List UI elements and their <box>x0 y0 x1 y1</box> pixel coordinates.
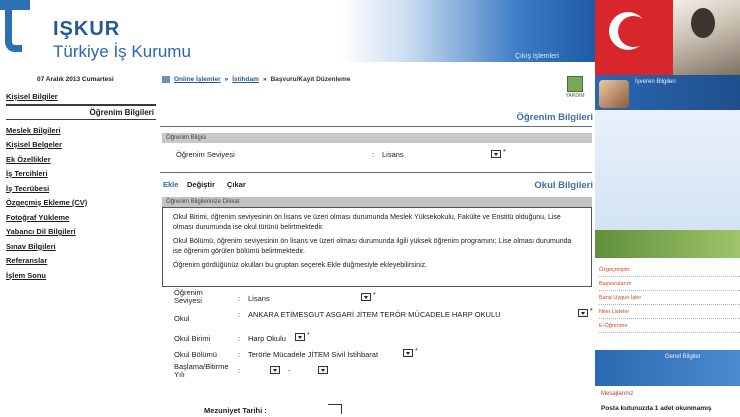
level-dropdown[interactable] <box>361 293 371 301</box>
sidebar-item-is-tercihleri[interactable]: İş Tercihleri <box>6 169 48 178</box>
sidebar-item-sinav-bilgileri[interactable]: Sınav Bilgileri <box>6 241 56 251</box>
header-logout-link[interactable]: Çıkış Işlemleri <box>515 53 559 60</box>
required-mark: * <box>590 308 593 315</box>
right-links <box>595 263 740 333</box>
level-value: Lisans <box>248 294 270 303</box>
remove-button[interactable]: Çıkar <box>227 180 246 189</box>
graduation-date-input[interactable] <box>328 404 342 414</box>
unit-value: Harp Okulu <box>248 334 286 343</box>
school-dropdown[interactable] <box>578 309 588 317</box>
right-sidebar <box>595 75 740 417</box>
sidebar-item-yabanci-dil[interactable]: Yabancı Dil Bilgileri <box>6 227 76 236</box>
department-label: Okul Bölümü <box>174 350 217 359</box>
help-icon-label: YARDIM <box>565 93 585 99</box>
level-label-line1: Öğrenim <box>174 288 203 297</box>
department-dropdown[interactable] <box>403 349 413 357</box>
section-title-ogrenim: Öğrenim Bilgisi <box>162 133 592 143</box>
right-link-ozgecmisim[interactable]: Özgeçmişim <box>599 263 740 277</box>
breadcrumb-separator: » <box>262 76 267 83</box>
sidebar-item-ozgecmis-ekleme[interactable]: Özgeçmiş Ekleme (CV) <box>6 198 88 207</box>
school-label: Okul <box>174 314 190 323</box>
green-banner <box>595 230 740 258</box>
department-value: Terörle Mücadele JİTEM Sivil İstihbarat <box>248 350 379 359</box>
site-header <box>0 0 740 75</box>
info-paragraph: Okul Bölümü, öğrenim seviyesinin ön lisans ve üzeri olması durumunda ilgili yüksek öğrenim programını; Lise olması durumunda ise öğrenim görülen bölümü belirtmektedir. <box>173 238 572 255</box>
sidebar-item-islem-sonu[interactable]: İşlem Sonu <box>6 270 47 280</box>
brand-title[interactable]: IŞKUR <box>53 18 121 40</box>
school-value: ANKARA ETİMESGUT ASGARİ JİTEM TERÖR MÜCADELE HARP OKULU <box>248 310 501 319</box>
breadcrumb-istihdam[interactable]: İstihdam <box>232 76 259 83</box>
home-icon[interactable] <box>162 76 170 83</box>
graduation-date-label: Mezuniyet Tarihi : <box>204 406 267 415</box>
sidebar-item-kisisel-belgeler[interactable]: Kişisel Belgeler <box>6 140 62 149</box>
right-link-e-ogrenme[interactable]: E-Öğrenme <box>599 319 740 333</box>
header-photo <box>595 0 740 75</box>
people-icon <box>599 80 629 108</box>
current-date: 07 Aralık 2013 Cumartesi <box>37 76 114 83</box>
sidebar-item-fotograf-yukleme[interactable]: Fotoğraf Yükleme <box>6 212 70 222</box>
sidebar-item-kisisel-bilgiler[interactable]: Kişisel Bilgiler <box>6 90 156 105</box>
required-mark: * <box>373 292 376 299</box>
education-level-dropdown[interactable] <box>491 150 501 158</box>
education-level-value: Lisans <box>382 150 404 159</box>
divider <box>160 126 592 127</box>
breadcrumb <box>162 76 350 83</box>
right-link-uygun-isler[interactable]: Bana Uygun İşler <box>599 291 740 305</box>
sidebar-item-ek-ozellikler[interactable]: Ek Özellikler <box>6 154 51 164</box>
education-level-label: Öğrenim Seviyesi <box>176 150 235 159</box>
help-icon[interactable] <box>561 76 589 100</box>
employer-panel-title: İşveren Bilgileri <box>635 79 676 85</box>
required-mark: * <box>503 149 506 156</box>
years-label-line2: Yılı <box>174 370 185 379</box>
brand-subtitle: Türkiye İş Kurumu <box>53 42 191 61</box>
required-mark: * <box>307 332 310 339</box>
divider <box>160 172 592 173</box>
messages-text: Posta kutunuzda 1 adet okunmamış <box>601 405 712 412</box>
sidebar-item-meslek-bilgileri[interactable]: Meslek Bilgileri <box>6 125 61 135</box>
unit-dropdown[interactable] <box>295 333 305 341</box>
breadcrumb-online-islemler[interactable]: Online İşlemler <box>174 76 221 83</box>
general-info-title: Genel Bilgiler <box>665 354 701 360</box>
school-info-heading: Okul Bilgileri <box>534 180 593 191</box>
info-header: Öğrenim Bilgilerinize Dikkat <box>162 197 592 207</box>
messages-title[interactable]: Mesajlarınız <box>601 391 634 397</box>
page-title: Öğrenim Bilgileri <box>516 112 593 123</box>
right-link-basvurularim[interactable]: Başvurularım <box>599 277 740 291</box>
level-label-line2: Seviyesi <box>174 296 202 305</box>
info-box <box>162 207 592 287</box>
employer-panel[interactable] <box>595 75 740 110</box>
sidebar-item-ogrenim-bilgileri[interactable]: Öğrenim Bilgileri <box>6 105 156 120</box>
general-info-panel[interactable] <box>595 350 740 386</box>
unit-label: Okul Birimi <box>174 334 211 343</box>
years-separator: - <box>288 366 291 375</box>
sidebar-item-referanslar[interactable]: Referanslar <box>6 256 48 265</box>
sidebar-item-is-tecrubesi[interactable]: İş Tecrübesi <box>6 183 50 193</box>
required-mark: * <box>415 348 418 355</box>
info-paragraph: Öğrenim gördüğünüz okulları bu gruptan seçerek Ekle düğmesiyle ekleyebilirsiniz. <box>173 262 428 269</box>
sidebar-nav <box>6 90 156 283</box>
add-button[interactable]: Ekle <box>163 180 179 189</box>
end-year-dropdown[interactable] <box>318 366 328 374</box>
years-label-line1: Başlama/Bitirme <box>174 362 229 371</box>
breadcrumb-current: Başvuru/Kayıt Düzenleme <box>270 76 351 83</box>
start-year-dropdown[interactable] <box>270 366 280 374</box>
edit-button[interactable]: Değiştir <box>187 180 215 189</box>
breadcrumb-separator: » <box>224 76 229 83</box>
info-paragraph: Okul Birimi, öğrenim seviyesinin ön lisans ve üzeri olması durumunda Meslek Yüksekokulu, Fakülte ve Enstitü olduğunu, Lise olması durumunda ise okul türünü belirtmektedir. <box>173 214 561 231</box>
right-link-nitel-listeler[interactable]: Nitel Listeler <box>599 305 740 319</box>
